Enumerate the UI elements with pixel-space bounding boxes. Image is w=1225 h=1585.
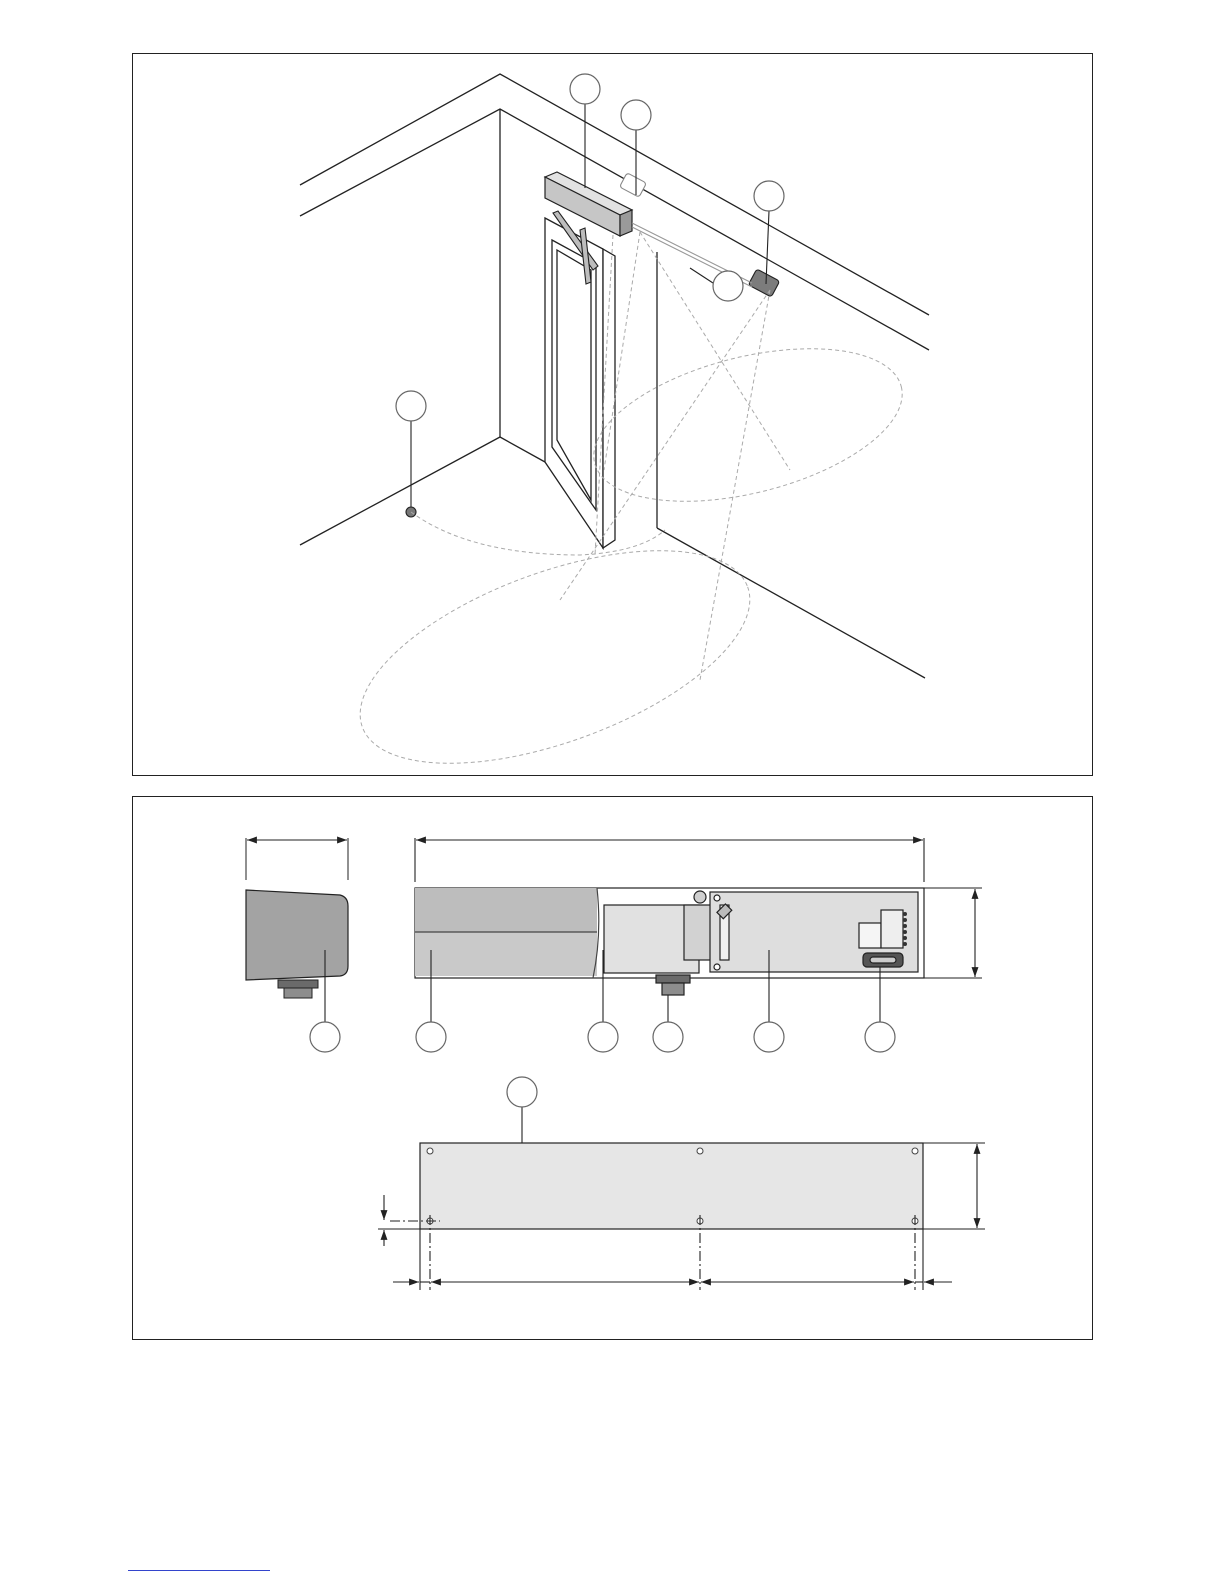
callout-circle-icon — [310, 1022, 340, 1052]
callout-circle-icon — [507, 1077, 537, 1107]
unit-side-view — [246, 838, 348, 998]
callout-circle-icon — [754, 1022, 784, 1052]
callout-circle-icon — [416, 1022, 446, 1052]
callout-circles-bottom — [310, 1022, 895, 1107]
screw-hole-icon — [697, 1148, 703, 1154]
screw-hole-icon — [912, 1148, 918, 1154]
callout-circle-icon — [865, 1022, 895, 1052]
callout-circle-icon — [588, 1022, 618, 1052]
mounting-plate — [420, 1143, 923, 1229]
callout-circle-icon — [653, 1022, 683, 1052]
footer-link-underline[interactable] — [128, 1570, 270, 1571]
unit-front-view — [415, 888, 924, 995]
screw-hole-icon — [427, 1148, 433, 1154]
callout-leaders-bottom — [325, 950, 880, 1176]
